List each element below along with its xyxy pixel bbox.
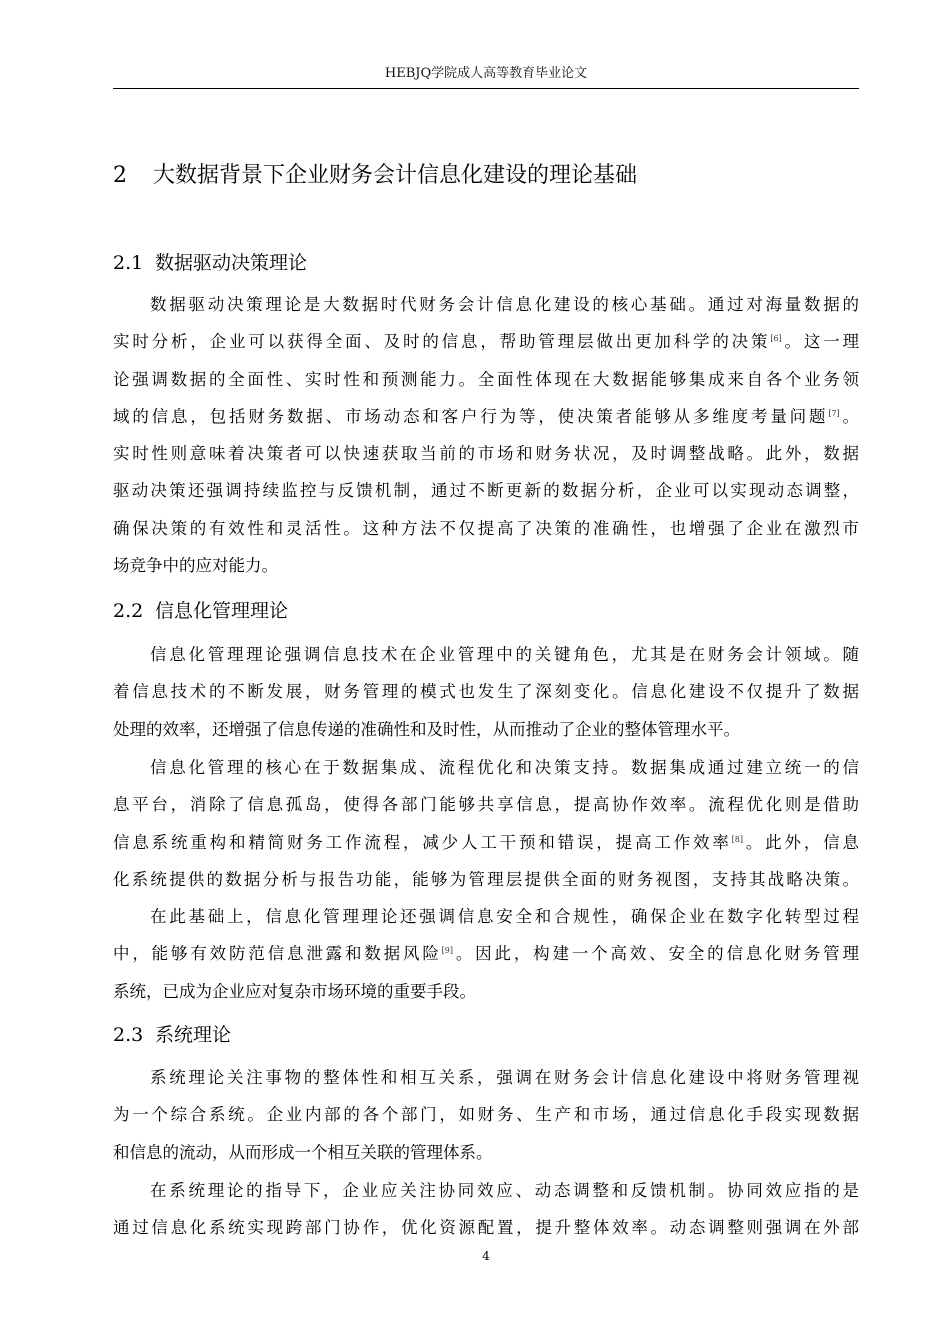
citation-ref: [6] xyxy=(770,334,782,344)
text-line: 域的信息，包括财务数据、市场动态和客户行为等，使决策者能够从多维度考量问题[7]。 xyxy=(113,406,860,426)
text-line: 处理的效率，还增强了信息传递的准确性和及时性，从而推动了企业的整体管理水平。 xyxy=(113,719,740,739)
text-line: 系统理论关注事物的整体性和相互关系，强调在财务会计信息化建设中将财务管理视 xyxy=(150,1068,859,1087)
page-number: 4 xyxy=(482,1249,490,1263)
section-heading-2-1 xyxy=(113,248,859,278)
text-line: 系统，已成为企业应对复杂市场环境的重要手段。 xyxy=(113,981,476,1001)
text-line: 实时分析，企业可以获得全面、及时的信息，帮助管理层做出更加科学的决策[6]。这一理 xyxy=(113,332,860,352)
paragraph xyxy=(113,749,859,898)
citation-ref: [8] xyxy=(731,834,744,844)
section-number: 2.1 xyxy=(113,252,144,274)
paragraph xyxy=(113,1172,859,1247)
running-header: HEBJQ学院成人高等教育毕业论文 xyxy=(384,66,588,81)
text-line: 数据驱动决策理论是大数据时代财务会计信息化建设的核心基础。通过对海量数据的 xyxy=(150,295,859,314)
text-line: 在此基础上，信息化管理理论还强调信息安全和合规性，确保企业在数字化转型过程 xyxy=(150,907,859,926)
chapter-number: 2 xyxy=(113,163,127,188)
section-number: 2.3 xyxy=(113,1024,144,1046)
paragraph xyxy=(113,1059,859,1171)
text-line: 论强调数据的全面性、实时性和预测能力。全面性体现在大数据能够集成来自各个业务领 xyxy=(113,369,859,389)
text-line: 息平台，消除了信息孤岛，使得各部门能够共享信息，提高协作效率。流程优化则是借助 xyxy=(113,795,859,815)
citation-ref: [9] xyxy=(441,946,454,956)
text-line: 中，能够有效防范信息泄露和数据风险[9]。因此，构建一个高效、安全的信息化财务管理 xyxy=(113,944,860,964)
text-line: 信息系统重构和精简财务工作流程，减少人工干预和错误，提高工作效率[8]。此外，信息 xyxy=(113,832,860,852)
text-line: 驱动决策还强调持续监控与反馈机制，通过不断更新的数据分析，企业可以实现动态调整， xyxy=(113,481,859,501)
chapter-title xyxy=(113,158,859,194)
paragraph xyxy=(113,898,859,1010)
text-line: 着信息技术的不断发展，财务管理的模式也发生了深刻变化。信息化建设不仅提升了数据 xyxy=(113,682,859,702)
section-number: 2.2 xyxy=(113,600,144,622)
section-heading-2-3 xyxy=(113,1020,859,1050)
paragraph xyxy=(113,286,859,584)
text-line: 在系统理论的指导下，企业应关注协同效应、动态调整和反馈机制。协同效应指的是 xyxy=(150,1181,859,1200)
paragraph xyxy=(113,636,859,748)
text-line: 信息化管理的核心在于数据集成、流程优化和决策支持。数据集成通过建立统一的信 xyxy=(150,758,859,777)
text-line: 实时性则意味着决策者可以快速获取当前的市场和财务状况，及时调整战略。此外，数据 xyxy=(113,444,859,464)
section-title: 信息化管理理论 xyxy=(155,600,289,622)
header-divider xyxy=(113,88,859,89)
text-line: 信息化管理理论强调信息技术在企业管理中的关键角色，尤其是在财务会计领域。随 xyxy=(150,645,859,664)
section-title: 数据驱动决策理论 xyxy=(155,252,308,274)
citation-ref: [7] xyxy=(828,408,840,418)
section-title: 系统理论 xyxy=(155,1024,232,1046)
text-line: 场竞争中的应对能力。 xyxy=(113,556,278,576)
text-line: 通过信息化系统实现跨部门协作，优化资源配置，提升整体效率。动态调整则强调在外部 xyxy=(113,1218,859,1238)
text-line: 化系统提供的数据分析与报告功能，能够为管理层提供全面的财务视图，支持其战略决策。 xyxy=(113,869,859,889)
text-line: 确保决策的有效性和灵活性。这种方法不仅提高了决策的准确性，也增强了企业在激烈市 xyxy=(113,518,859,538)
text-line: 为一个综合系统。企业内部的各个部门，如财务、生产和市场，通过信息化手段实现数据 xyxy=(113,1105,859,1125)
chapter-heading: 大数据背景下企业财务会计信息化建设的理论基础 xyxy=(153,163,638,188)
text-line: 和信息的流动，从而形成一个相互关联的管理体系。 xyxy=(113,1142,493,1162)
section-heading-2-2 xyxy=(113,596,859,626)
